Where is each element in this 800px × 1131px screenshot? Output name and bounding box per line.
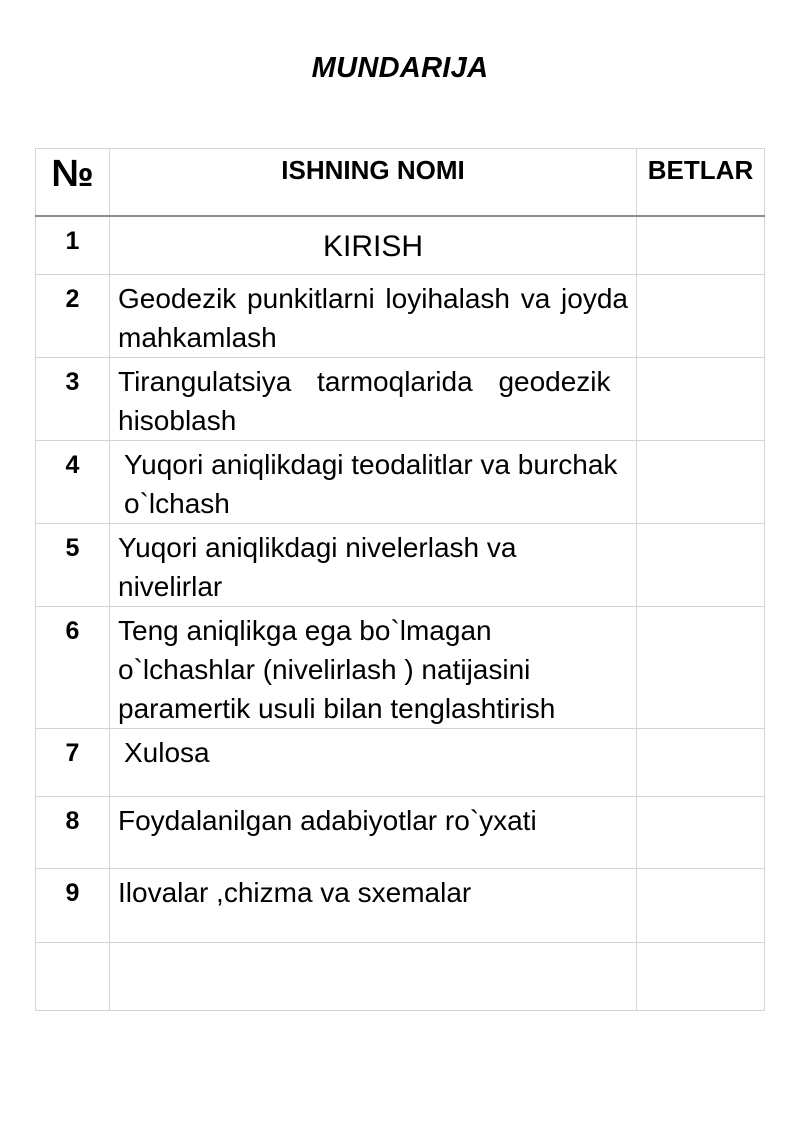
table-body [36,216,765,1010]
row-title: Xulosa [110,728,637,796]
table-row [36,606,765,728]
row-pages [637,274,765,357]
table-row [36,523,765,606]
row-number: 9 [36,868,110,942]
row-number [36,942,110,1010]
row-number: 3 [36,357,110,440]
table-row [36,868,765,942]
table-row [36,216,765,274]
row-pages [637,357,765,440]
table-row [36,728,765,796]
row-pages [637,606,765,728]
row-title: Yuqori aniqlikdagi nivelerlash va nivelirlar [110,523,637,606]
row-pages [637,868,765,942]
row-title: KIRISH [110,216,637,274]
table-row [36,440,765,523]
row-number: 1 [36,216,110,274]
table-row [36,274,765,357]
header-pages: BETLAR [637,149,765,217]
row-number: 8 [36,796,110,868]
row-number: 4 [36,440,110,523]
table-row [36,796,765,868]
row-title: Tirangulatsiya tarmoqlarida geodezik hisoblash [110,357,637,440]
row-pages [637,942,765,1010]
row-title: Foydalanilgan adabiyotlar ro`yxati [110,796,637,868]
row-title: Geodezik punkitlarni loyihalash va joyda mahkamlash [110,274,637,357]
row-number: 5 [36,523,110,606]
row-number: 7 [36,728,110,796]
row-pages [637,440,765,523]
table-header [36,149,765,217]
header-work-name: ISHNING NOMI [110,149,637,217]
row-number: 6 [36,606,110,728]
row-title: Yuqori aniqlikdagi teodalitlar va burchak o`lchash [110,440,637,523]
header-number: № [36,149,110,217]
row-pages [637,796,765,868]
row-number: 2 [36,274,110,357]
row-pages [637,728,765,796]
row-pages [637,523,765,606]
table-row [36,942,765,1010]
row-pages [637,216,765,274]
table-row [36,357,765,440]
row-title [110,942,637,1010]
contents-table [35,148,765,1011]
document-title: MUNDARIJA [311,52,489,84]
header-row [36,149,765,217]
row-title: Teng aniqlikga ega bo`lmagan o`lchashlar (nivelirlash ) natijasini paramertik usuli bilan tenglashtirish [110,606,637,728]
row-title: Ilovalar ,chizma va sxemalar [110,868,637,942]
